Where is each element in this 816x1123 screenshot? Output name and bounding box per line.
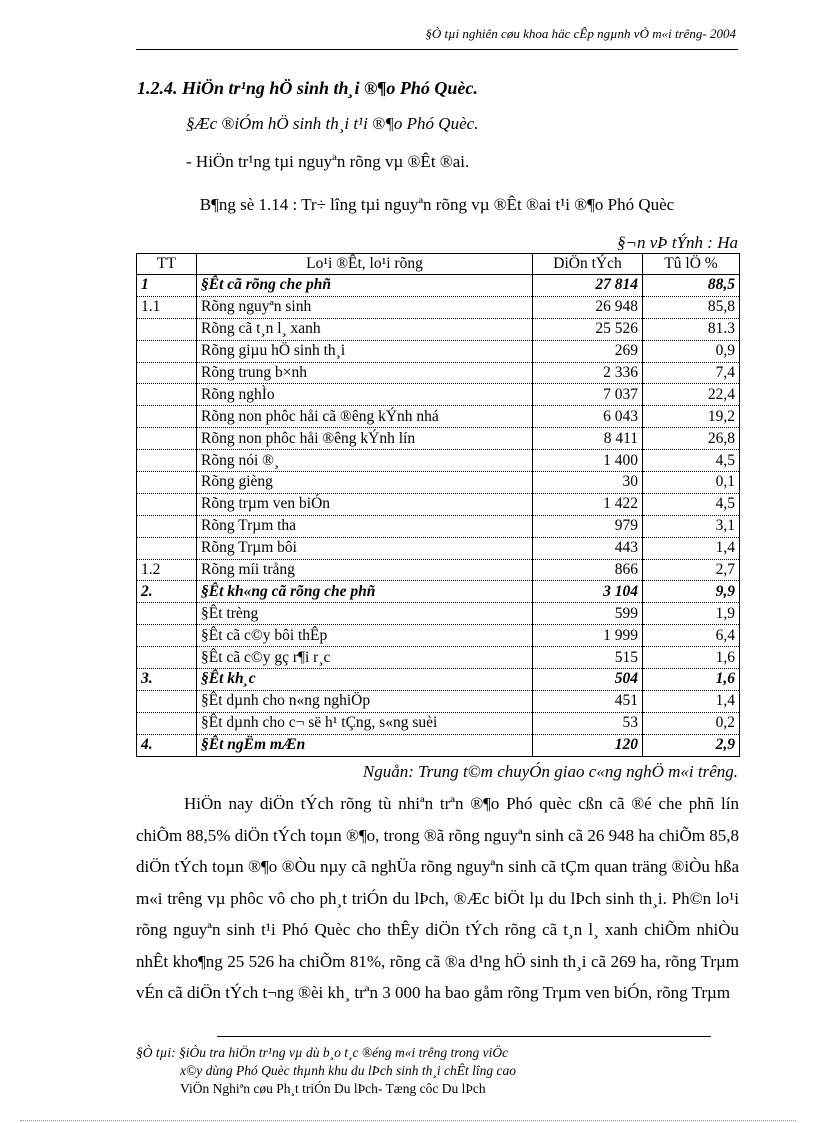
cell-area: 120 [533,734,643,756]
cell-pct: 0,1 [643,472,740,494]
footnote-line-2: x©y dùng Phó Quèc thµnh khu du lÞch sinh th¸i chÊt lîng cao [180,1063,516,1078]
section-heading: 1.2.4. HiÖn tr¹ng hÖ sinh th¸i ®¶o Phó Quèc. [137,78,478,98]
cell-area: 30 [533,472,643,494]
table-row [137,275,740,297]
cell-tt [137,450,197,472]
footnote-line-1: §Ò tµi: §iÒu tra hiÖn tr¹ng vµ dù b¸o t¸c ®éng m«i trêng trong viÖc [136,1045,509,1060]
land-forest-table [136,253,740,757]
cell-tt [137,603,197,625]
table-row [137,603,740,625]
cell-type: §Êt kh¸c [197,669,533,691]
table-row [137,340,740,362]
table-row [137,669,740,691]
cell-pct: 1,6 [643,647,740,669]
cell-pct: 6,4 [643,625,740,647]
sub-heading: §Æc ®iÓm hÖ sinh th¸i t¹i ®¶o Phó Quèc. [186,114,479,133]
cell-tt [137,384,197,406]
cell-type: §Êt dµnh cho n«ng nghiÖp [197,690,533,712]
table-row [137,428,740,450]
item-heading: - HiÖn tr¹ng tµi nguyªn rõng vµ ®Êt ®ai. [186,152,470,171]
table-row [137,472,740,494]
cell-tt [137,428,197,450]
footnote [136,1044,656,1098]
header-rule [136,49,738,50]
cell-pct: 26,8 [643,428,740,450]
cell-type: Rõng nói ®¸ [197,450,533,472]
table-row [137,406,740,428]
cell-pct: 0,2 [643,712,740,734]
cell-type: §Êt cã c©y gç r¶i r¸c [197,647,533,669]
cell-pct: 9,9 [643,581,740,603]
cell-tt [137,493,197,515]
cell-tt: 1 [137,275,197,297]
cell-type: Rõng cã t¸n l¸ xanh [197,318,533,340]
cell-tt [137,647,197,669]
cell-type: Rõng nghÌo [197,384,533,406]
cell-area: 504 [533,669,643,691]
cell-area: 27 814 [533,275,643,297]
cell-pct: 0,9 [643,340,740,362]
cell-area: 866 [533,559,643,581]
cell-tt [137,406,197,428]
cell-type: Rõng trung b×nh [197,362,533,384]
cell-pct: 7,4 [643,362,740,384]
cell-type: Rõng non phôc håi cã ®êng kÝnh nhá [197,406,533,428]
cell-pct: 2,9 [643,734,740,756]
cell-tt: 1.2 [137,559,197,581]
cell-area: 3 104 [533,581,643,603]
cell-type: Rõng nguyªn sinh [197,296,533,318]
cell-area: 26 948 [533,296,643,318]
table-row [137,559,740,581]
table-row [137,296,740,318]
cell-pct: 85,8 [643,296,740,318]
cell-tt [137,537,197,559]
cell-pct: 88,5 [643,275,740,297]
source-note: Nguån: Trung t©m chuyÓn giao c«ng nghÖ m«i trêng. [362,762,738,781]
cell-pct: 81.3 [643,318,740,340]
cell-area: 979 [533,515,643,537]
cell-tt [137,625,197,647]
cell-tt [137,362,197,384]
cell-pct: 22,4 [643,384,740,406]
cell-area: 2 336 [533,362,643,384]
table-row [137,690,740,712]
col-header-type: Lo¹i ®Êt, lo¹i rõng [197,254,533,275]
cell-type: Rõng trµm ven biÓn [197,493,533,515]
cell-area: 1 400 [533,450,643,472]
cell-pct: 1,6 [643,669,740,691]
cell-area: 1 999 [533,625,643,647]
table-row [137,515,740,537]
table-row [137,384,740,406]
unit-label: §¬n vÞ tÝnh : Ha [616,233,738,252]
table-row [137,493,740,515]
body-paragraph: HiÖn nay diÖn tÝch rõng tù nhiªn trªn ®¶o Phó quèc cßn cã ®é che phñ lín chiÕm 88,5% diÖn tÝch toµn ®¶o, trong ®ã rõng nguyªn sinh cã 26 948 ha chiÕm 85,8 diÖn tÝch toµn ®¶o ®Òu nµy cã nghÜa rõng nguyªn sinh cã tÇm quan träng ®iÒu hßa m«i trêng vµ phôc vô cho ph¸t triÓn du lÞch, ®Æc biÖt lµ du lÞch sinh th¸i. Ph©n lo¹i rõng nguyªn sinh t¹i Phó Quèc cho thÊy diÖn tÝch rõng cã t¸n l¸ xanh chiÕm nhiÒu nhÊt kho¶ng 25 526 ha chiÕm 81%, rõng cã ®a d¹ng hÖ sinh th¸i cã 269 ha, rõng Trµm vÉn cã diÖn tÝch t¬ng ®èi kh¸ trªn 3 000 ha bao gåm rõng Trµm ven biÓn, rõng Trµm [136,794,739,1002]
table-row [137,362,740,384]
cell-tt [137,318,197,340]
cell-area: 25 526 [533,318,643,340]
cell-area: 1 422 [533,493,643,515]
cell-area: 7 037 [533,384,643,406]
cell-tt: 2. [137,581,197,603]
cell-pct: 3,1 [643,515,740,537]
cell-type: Rõng giµu hÖ sinh th¸i [197,340,533,362]
cell-type: §Êt ngËm mÆn [197,734,533,756]
table-row [137,734,740,756]
cell-area: 451 [533,690,643,712]
cell-type: Rõng non phôc håi ®êng kÝnh lín [197,428,533,450]
col-header-tt: TT [137,254,197,275]
table-row [137,647,740,669]
cell-area: 515 [533,647,643,669]
cell-type: Rõng Trµm bôi [197,537,533,559]
cell-type: §Êt cã rõng che phñ [197,275,533,297]
cell-type: §Êt dµnh cho c¬ së h¹ tÇng, s«ng suèi [197,712,533,734]
cell-tt [137,340,197,362]
cell-tt: 3. [137,669,197,691]
cell-pct: 19,2 [643,406,740,428]
col-header-pct: Tû lÖ % [643,254,740,275]
cell-area: 443 [533,537,643,559]
cell-area: 6 043 [533,406,643,428]
table-row [137,318,740,340]
page-bottom-rule [20,1120,796,1121]
table-row [137,625,740,647]
cell-tt: 4. [137,734,197,756]
cell-pct: 1,4 [643,690,740,712]
cell-tt: 1.1 [137,296,197,318]
cell-type: Rõng Trµm tha [197,515,533,537]
table-row [137,537,740,559]
table-row [137,581,740,603]
table-header-row [137,254,740,275]
col-header-area: DiÖn tÝch [533,254,643,275]
cell-tt [137,472,197,494]
cell-area: 269 [533,340,643,362]
table-row [137,712,740,734]
cell-tt [137,515,197,537]
cell-type: §Êt kh«ng cã rõng che phñ [197,581,533,603]
cell-type: §Êt trèng [197,603,533,625]
footnote-line-3: ViÖn Nghiªn cøu Ph¸t triÓn Du lÞch- Tæng côc Du lÞch [180,1081,486,1096]
cell-pct: 1,9 [643,603,740,625]
cell-type: Rõng gièng [197,472,533,494]
running-header: §Ò tµi nghiên cøu khoa häc cÊp ngµnh vÒ m«i trêng- 2004 [425,26,736,41]
table-caption: B¶ng sè 1.14 : Tr÷ lîng tµi nguyªn rõng vµ ®Êt ®ai t¹i ®¶o Phó Quèc [199,195,675,214]
cell-type: Rõng míi trång [197,559,533,581]
cell-pct: 1,4 [643,537,740,559]
cell-type: §Êt cã c©y bôi thÊp [197,625,533,647]
cell-tt [137,690,197,712]
cell-pct: 4,5 [643,450,740,472]
table-row [137,450,740,472]
cell-area: 8 411 [533,428,643,450]
cell-area: 53 [533,712,643,734]
cell-pct: 4,5 [643,493,740,515]
cell-tt [137,712,197,734]
cell-pct: 2,7 [643,559,740,581]
footnote-rule [217,1036,711,1037]
cell-area: 599 [533,603,643,625]
